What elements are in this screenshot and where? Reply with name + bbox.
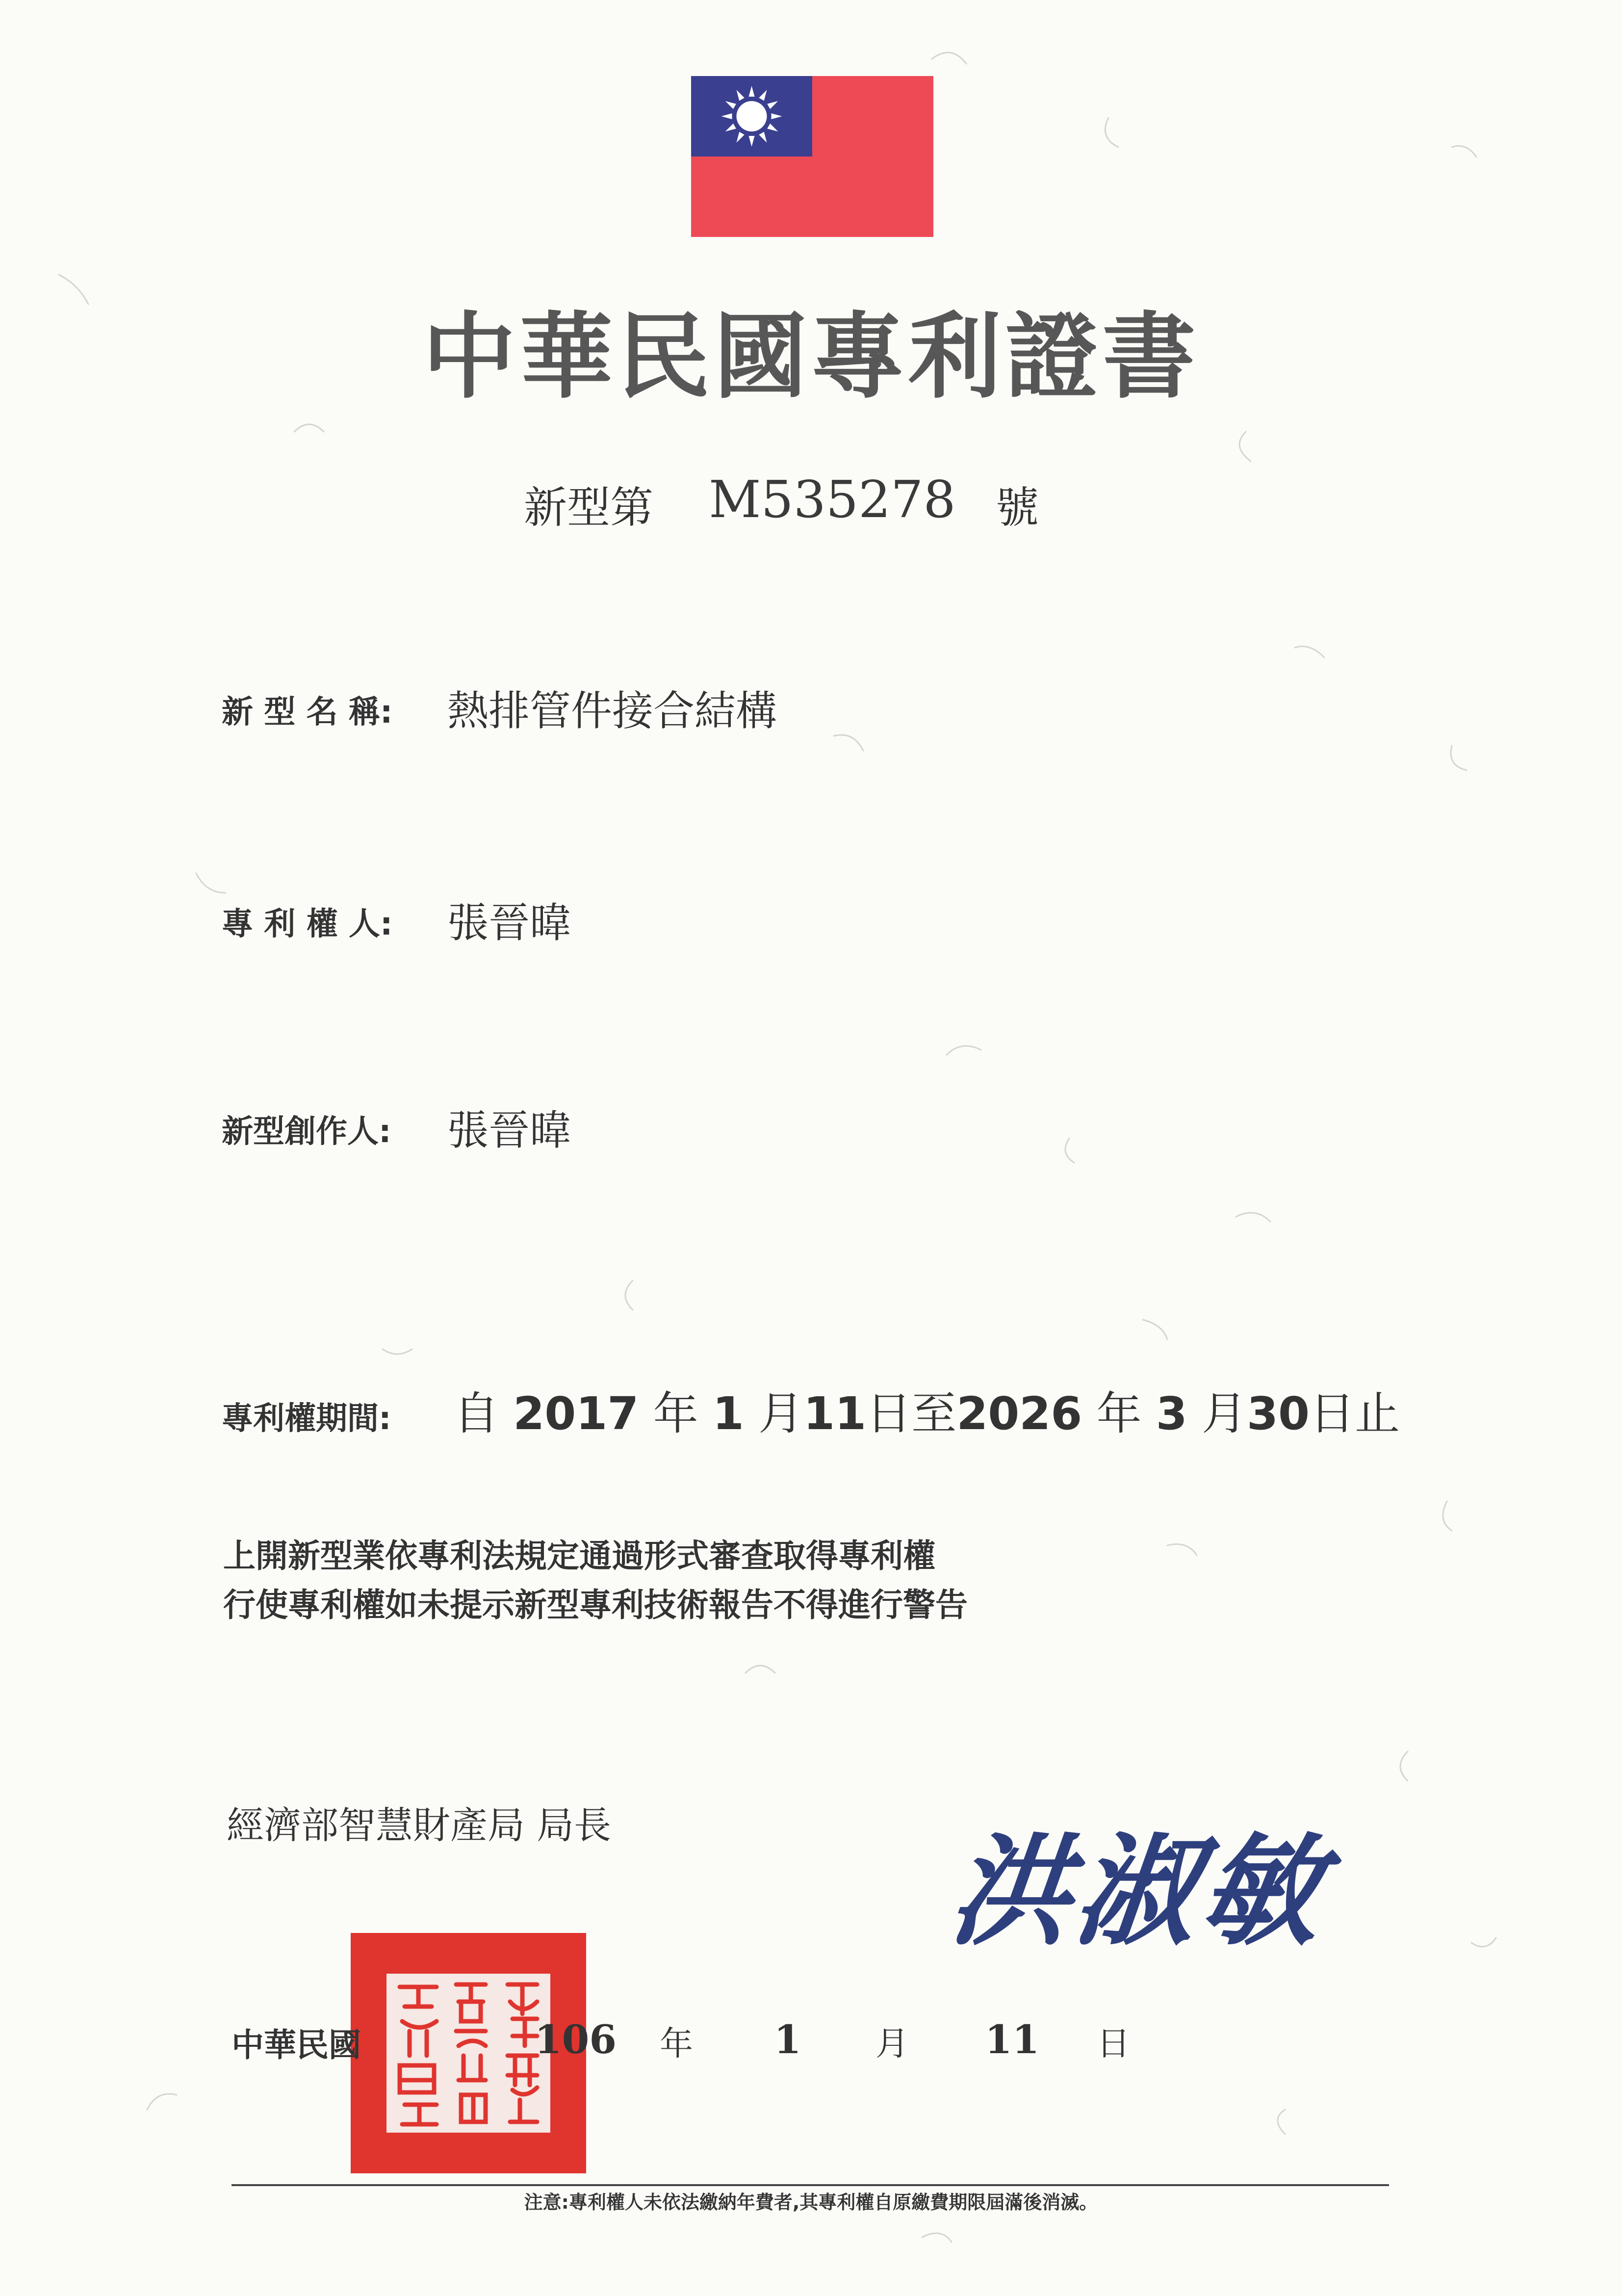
period-start-year: 2017: [513, 1387, 639, 1440]
notice-line-1: 上開新型業依專利法規定通過形式審查取得專利權: [223, 1537, 935, 1575]
period-end-year-unit: 年: [1096, 1387, 1142, 1440]
issue-date-day-unit: 日: [1097, 2025, 1131, 2063]
issue-date-year: 106: [535, 2016, 617, 2062]
field-value-patentee: 張晉暐: [447, 899, 571, 947]
period-start-day-unit: 日: [866, 1387, 912, 1440]
issue-date-era: 中華民國: [232, 2026, 361, 2064]
period-end-day: 30: [1247, 1387, 1310, 1440]
issue-date-year-unit: 年: [660, 2025, 694, 2063]
period-start-month-unit: 月: [758, 1387, 804, 1440]
period-start-month: 1: [712, 1387, 744, 1440]
footer-divider: [232, 2184, 1389, 2186]
period-end-word: 止: [1355, 1387, 1400, 1440]
period-to-word: 至: [911, 1387, 957, 1440]
certificate-number: M535278: [709, 470, 956, 529]
certificate-title: 中華民國專利證書: [422, 302, 1200, 411]
patent-period: [454, 1378, 1400, 1442]
certificate-number-line: [0, 470, 1622, 537]
period-end-year: 2026: [956, 1387, 1082, 1440]
period-start-year-unit: 年: [653, 1387, 698, 1440]
period-end-day-unit: 日: [1310, 1387, 1355, 1440]
period-from-word: 自: [454, 1387, 499, 1440]
issue-date-month-unit: 月: [875, 2025, 909, 2063]
certificate-number-prefix: 新型第: [524, 482, 654, 533]
footnote-notice: 注意:專利權人未依法繳納年費者,其專利權自原繳費期限屆滿後消滅。: [524, 2192, 1098, 2213]
field-label-creator: 新型創作人:: [222, 1114, 391, 1150]
period-end-month-unit: 月: [1202, 1387, 1247, 1440]
national-flag-icon: [691, 76, 933, 237]
field-label-utility-model-name: 新 型 名 稱:: [222, 694, 393, 731]
issuing-authority: 經濟部智慧財產局 局長: [227, 1803, 612, 1847]
issue-date-day: 11: [985, 2016, 1040, 2062]
field-value-creator: 張晉暐: [447, 1106, 571, 1154]
director-signature: 洪淑敏: [943, 1821, 1334, 1962]
notice-line-2: 行使專利權如未提示新型專利技術報告不得進行警告: [223, 1586, 968, 1624]
field-value-utility-model-name: 熱排管件接合結構: [447, 687, 777, 735]
field-label-patentee: 專 利 權 人:: [222, 906, 393, 942]
period-start-day: 11: [803, 1387, 867, 1440]
issue-date-month: 1: [774, 2016, 801, 2062]
certificate-number-suffix: 號: [996, 482, 1039, 533]
period-end-month: 3: [1156, 1387, 1187, 1440]
field-label-patent-period: 專利權期間:: [222, 1401, 391, 1437]
